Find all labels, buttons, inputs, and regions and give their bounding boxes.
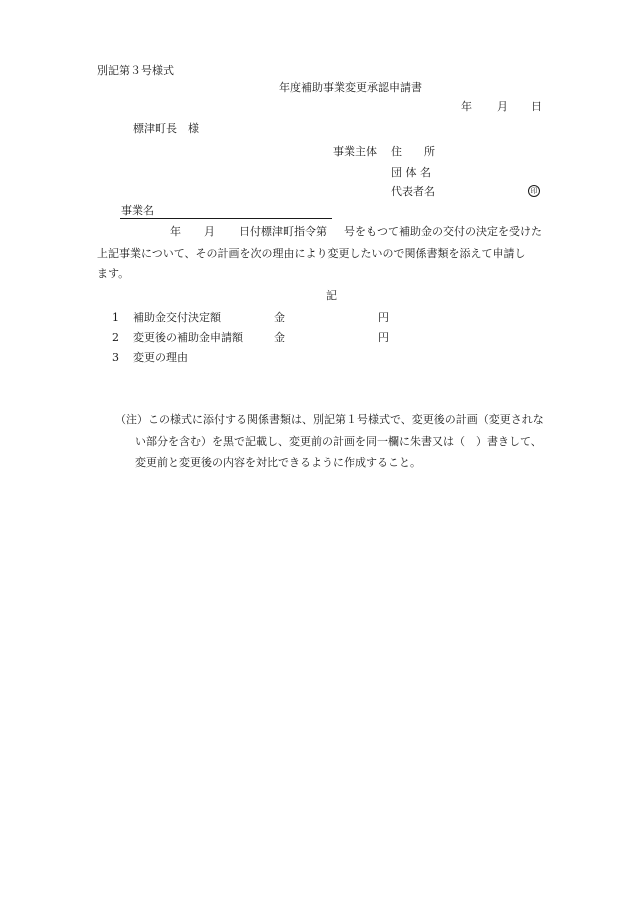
item-kin: 金	[274, 311, 285, 324]
form-label: 別記第３号様式	[97, 64, 174, 77]
item-label: 変更後の補助金申請額	[133, 331, 243, 344]
body-line2: 上記事業について、その計画を次の理由により変更したいので関係書類を添えて申請し	[97, 247, 526, 260]
note-line3: 変更前と変更後の内容を対比できるように作成すること。	[135, 456, 421, 469]
body-month: 月	[204, 225, 215, 238]
item-number: 1	[112, 311, 119, 324]
item-kin: 金	[274, 331, 285, 344]
item-label: 変更の理由	[133, 351, 188, 364]
ki-heading: 記	[326, 289, 337, 302]
body-line1-rest: 号をもつて補助金の交付の決定を受けた	[344, 225, 542, 238]
applicant-org-label: 団 体 名	[391, 166, 431, 179]
item-number: 3	[112, 351, 119, 364]
date-day: 日	[531, 100, 542, 113]
addressee: 標津町長 様	[133, 122, 199, 135]
applicant-subject-label: 事業主体	[333, 145, 377, 158]
item-label: 補助金交付決定額	[133, 311, 221, 324]
note-line2: い部分を含む）を黒で記載し、変更前の計画を同一欄に朱書又は（ ）書きして、	[135, 435, 542, 448]
note-line1: （注）この様式に添付する関係書類は、別記第１号様式で、変更後の計画（変更されな	[115, 413, 544, 426]
body-line3: ます。	[97, 267, 130, 280]
body-year: 年	[170, 225, 181, 238]
applicant-address-label: 住 所	[391, 145, 435, 158]
date-month: 月	[497, 100, 508, 113]
project-name-label: 事業名	[121, 204, 154, 217]
item-yen: 円	[378, 311, 389, 324]
item-yen: 円	[378, 331, 389, 344]
document-title: 年度補助事業変更承認申請書	[279, 81, 422, 94]
item-number: 2	[112, 331, 119, 344]
body-date-ref: 日付標津町指令第	[239, 225, 327, 238]
applicant-rep-label: 代表者名	[391, 185, 435, 198]
date-year: 年	[461, 100, 472, 113]
project-name-underline	[120, 218, 332, 219]
seal-mark: 印	[528, 185, 540, 197]
